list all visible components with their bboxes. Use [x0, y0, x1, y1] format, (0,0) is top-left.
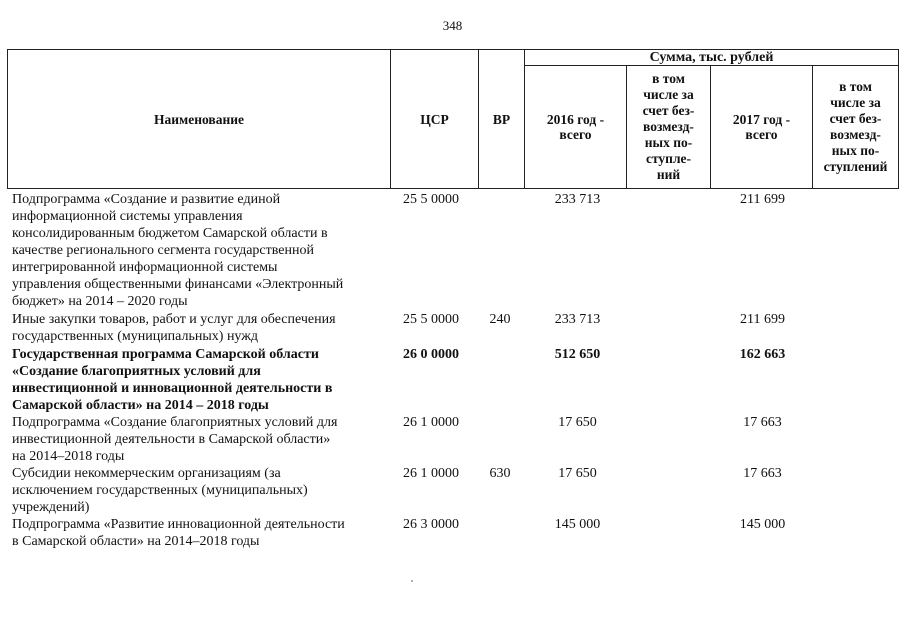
row-name: Иные закупки товаров, работ и услуг для обеспечения государственных (муниципальных) нужд — [12, 312, 336, 344]
row-sum-2016: 512 650 — [554, 347, 601, 362]
row-sum-2017: 145 000 — [739, 517, 786, 532]
row-sum-2017: 17 663 — [743, 415, 782, 430]
row-csr: 26 1 0000 — [403, 466, 459, 481]
table-header — [7, 49, 899, 189]
header-2016-free: в том числе за счет без- возмезд- ных по- ступле- ний — [642, 71, 695, 182]
row-sum-2016: 233 713 — [554, 192, 601, 207]
scan-speck — [411, 580, 413, 582]
header-name: Наименование — [154, 111, 244, 127]
header-sum-title: Сумма, тыс. рублей — [649, 50, 774, 65]
row-csr: 26 0 0000 — [403, 347, 459, 362]
column-border — [898, 49, 899, 189]
header-2016-total: 2016 год - всего — [546, 112, 605, 142]
row-csr: 25 5 0000 — [403, 192, 459, 207]
header-vr: ВР — [492, 111, 511, 127]
row-csr: 25 5 0000 — [403, 312, 459, 327]
row-csr: 26 1 0000 — [403, 415, 459, 430]
header-csr: ЦСР — [420, 111, 449, 127]
page-number: 348 — [442, 18, 463, 33]
row-sum-2016: 145 000 — [554, 517, 601, 532]
row-vr: 240 — [489, 312, 511, 327]
row-sum-2017: 162 663 — [739, 347, 786, 362]
row-name: Подпрограмма «Создание и развитие единой информационной системы управления консолидированным бюджетом Самарской области в качестве регионального сегмента государственной интегрированной информационной системы управления общественными финансами «Электронный бюджет» на 2014 – 2020 годы — [12, 192, 344, 309]
row-name: Подпрограмма «Развитие инновационной деятельности в Самарской области» на 2014–2018 годы — [12, 517, 345, 549]
row-vr: 630 — [489, 466, 511, 481]
row-name: Подпрограмма «Создание благоприятных условий для инвестиционной деятельности в Самарской области» на 2014–2018 годы — [12, 415, 338, 464]
row-sum-2017: 17 663 — [743, 466, 782, 481]
header-2017-free: в том числе за счет без- возмезд- ных по- ступлений — [823, 79, 888, 174]
row-name: Государственная программа Самарской области «Создание благоприятных условий для инвестиционной и инновационной деятельности в Самарской области» на 2014 – 2018 годы — [12, 347, 333, 413]
row-sum-2016: 17 650 — [558, 466, 597, 481]
row-sum-2016: 233 713 — [554, 312, 601, 327]
header-bottom-border — [7, 188, 899, 189]
row-sum-2017: 211 699 — [740, 312, 785, 327]
header-2017-total: 2017 год - всего — [732, 112, 791, 142]
row-sum-2017: 211 699 — [740, 192, 785, 207]
row-sum-2016: 17 650 — [558, 415, 597, 430]
row-csr: 26 3 0000 — [403, 517, 459, 532]
row-name: Субсидии некоммерческим организациям (за исключением государственных (муниципальных) учреждений) — [12, 466, 308, 515]
